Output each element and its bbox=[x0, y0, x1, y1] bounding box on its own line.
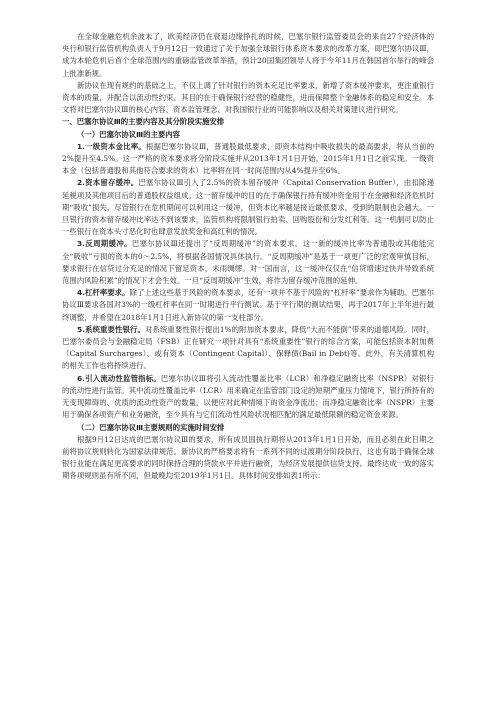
item-paragraph bbox=[62, 373, 434, 422]
item-body: 根据巴塞尔协议Ⅲ，普通股最低要求，即资本结构中吸收损失的最高要求，将从当前的2%提升至4.5%。这一严格的资本要求将分阶段实施并从2013年1月1日开始，2015年1月1日之前实现。一级资本金（包括普通股和其他符合要求的资本）比率将在同一时间范围内从4%提升至6%。 bbox=[62, 141, 434, 176]
item-body: 对系统重要性银行提出1%的附加资本要求，降低“大而不能倒”带来的道德风险。同时，巴塞尔委员会与金融稳定局（FSB）正在研究一项针对具有“系统重要性”银行的综合方案，可能包括资本附加费（Capital Surcharges）、或有资本（Contingent Capital）、保释债(Bail in Debt)等。此外，有关清算机构的相关工作也将持续进行。 bbox=[62, 324, 434, 371]
item-lead: 1.一级资本金比率。 bbox=[77, 141, 146, 151]
item-lead: 5.系统重要性银行。 bbox=[77, 324, 145, 334]
item-paragraph bbox=[62, 287, 434, 324]
item-lead: 4.杠杆率要求。 bbox=[77, 288, 130, 298]
context-paragraph: 新协议在现有规约的基础之上，不仅上调了针对银行的资本充足比率要求，新增了资本缓冲要求，更注重银行资本的质量，并配合以流动性约束，其目的在于确保银行经营的稳健性，进而保障整个金融体系的稳定和安全。本文将对巴塞尔协议Ⅲ的核心内容、资本监管理念、对我国银行业的可能影响以及相关对策建议进行研究。 bbox=[62, 80, 434, 115]
closing-paragraph: 根据9月12日达成的巴塞尔协议Ⅲ的要求，所有成员国执行期将从2013年1月1日开始，而且必须在此日期之前将协议规则转化为国家法律规范。新协议的严格要求将有一系列不同的过渡期分阶段执行，这也有助于确保全球银行业能在满足更高要求的同时保持合理的贷款水平并进行融资，为经济发展提供信贷支持。最终达成一致的落实期各项规则虽有所不同，但最晚均至2019年1月1日。具体时间安排如表1所示： bbox=[62, 434, 434, 481]
item-body: 除了上述这些基于风险的资本要求，还有一项并不基于风险的“杠杆率”要求作为辅助。巴塞尔协议Ⅲ要求各国对3%的一级杠杆率在同一时期进行平行测试。基于平行期的测试结果，再于2017年上半年进行最终调整，并希望在2018年1月1日进入新协议的第一支柱部分。 bbox=[62, 288, 434, 322]
item-paragraph bbox=[62, 238, 434, 287]
item-paragraph bbox=[62, 141, 434, 178]
intro-paragraph: 在全球金融危机余波未了，欧美经济仍在衰退边缘挣扎的时候，巴塞尔银行监管委员会的来自27个经济体的央行和银行监管机构负责人于9月12日一致通过了关于加强全球银行体系资本要求的改革方案，即巴塞尔协议Ⅲ，成为本轮危机后首个全球范围内的重磅监管改革举措，预计20国集团领导人将于今年11月在韩国首尔举行的峰会上批准新规。 bbox=[62, 32, 434, 78]
section-heading: 一、巴塞尔协议Ⅲ的主要内容及其分阶段实施安排 bbox=[62, 117, 225, 127]
subsection-heading-timeline: （二）巴塞尔协议Ⅲ主要规则的实施时间安排 bbox=[77, 422, 225, 432]
item-body: 巴塞尔协议Ⅲ还提出了“反周期缓冲”的资本要求。这一新的缓冲比率为普通股或其他能完全“吸收”亏损的资本的0～2.5%，将根据各国情况具体执行。“反周期缓冲”是基于一项更广泛的宏观审慎目标，要求银行在信贷过分充足的情况下留足资本，未雨绸缪。对一国而言，这一缓冲仅仅在“信贷增速过快并导致系统范围内风险积累”的情况下才会生效。一旦“反周期缓冲”生效，将作为留存缓冲范围的延伸。 bbox=[62, 239, 434, 286]
subsection-heading-contents: （一）巴塞尔协议Ⅲ的主要内容 bbox=[77, 129, 181, 139]
item-paragraph bbox=[62, 324, 434, 373]
item-body: 巴塞尔协议Ⅲ引入了2.5%的资本留存缓冲（Capital Conservation Buffer），由扣除递延税项及其他项目后的普通股权益组成。这一留存缓冲的目的在于确保银行持有缓冲资金用于在金融和经济危机时期“吸收”损失，尽管银行在危机期间可以利用这一缓冲，但资本比率越是接近最低要求，受到的限制也会越大。一旦银行的资本留存缓冲比率达不到该要求，监管机构将限制银行拍卖、回购股份和分发红利等。这一机制可以防止一些银行在资本头寸恶化时也肆意发放奖金和高红利的情况。 bbox=[62, 178, 434, 237]
item-lead: 3.反周期缓冲。 bbox=[77, 239, 132, 249]
item-lead: 6.引入流动性监管指标。 bbox=[77, 373, 161, 383]
item-lead: 2.资本留存缓冲。 bbox=[77, 178, 139, 188]
item-paragraph bbox=[62, 177, 434, 238]
item-body: 巴塞尔协议Ⅲ将引入流动性覆盖比率（LCR）和净稳定融资比率（NSPR）对银行的流动性进行监管。其中流动性覆盖比率（LCR）用来确定在监管部门设定的短期严重压力情境下，银行所持有的无变现障碍的、优质的流动性资产的数量，以便应对此种情境下的资金净流出；而净稳定融资比率（NSPR）主要用于确保各项资产和业务融资，至少具有与它们流动性风险状况相匹配的满足最低限额的稳定资金来源。 bbox=[62, 373, 434, 420]
